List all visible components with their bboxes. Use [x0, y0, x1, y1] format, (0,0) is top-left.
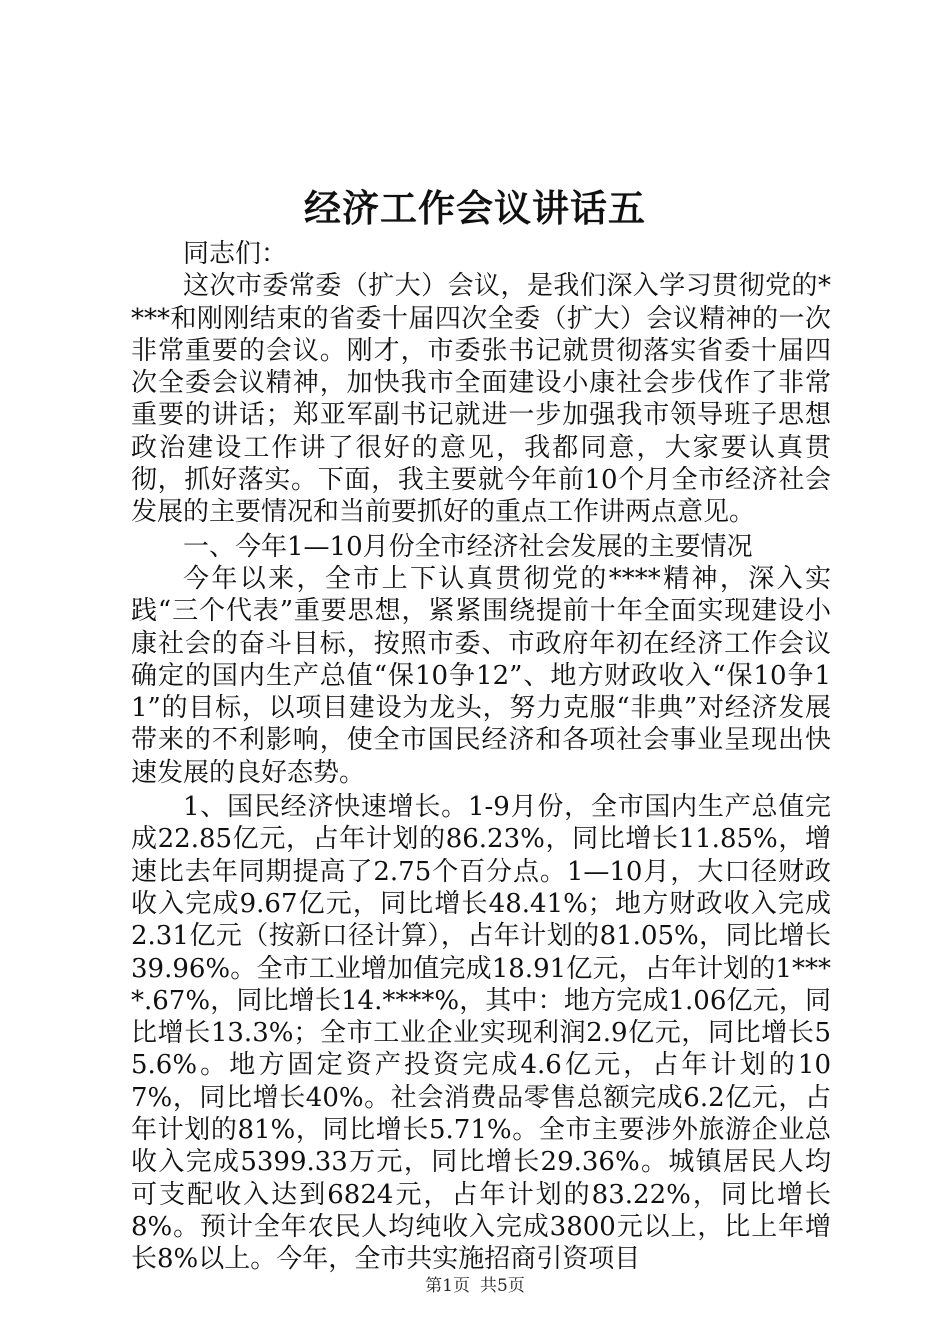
economy-paragraph: 1、国民经济快速增长。1-9月份，全市国内生产总值完成22.85亿元，占年计划的86.23%，同比增长11.85%，增速比去年同期提高了2.75个百分点。1—10月，大口径财政收入完成9.67亿元，同比增长48.41%；地方财政收入完成2.31亿元（按新口径计算），占年计划的81.05%，同比增长39.96%。全市工业增加值完成18.91亿元，占年计划的1****.67%，同比增长14.****%，其中：地方完成1.06亿元，同比增长13.3%；全市工业企业实现利润2.9亿元，同比增长55.6%。地方固定资产投资完成4.6亿元，占年计划的107%，同比增长40%。社会消费品零售总额完成6.2亿元，占年计划的81%，同比增长5.71%。全市主要涉外旅游企业总收入完成5399.33万元，同比增长29.36%。城镇居民人均可支配收入达到6824元，占年计划的83.22%，同比增长8%。预计全年农民人均纯收入完成3800元以上，比上年增长8%以上。今年，全市共实施招商引资项目	[131, 792, 831, 1275]
document-title: 经济工作会议讲话五	[304, 186, 646, 230]
overview-paragraph: 今年以来，全市上下认真贯彻党的****精神，深入实践“三个代表”重要思想，紧紧围绕提前十年全面实现建设小康社会的奋斗目标，按照市委、市政府年初在经济工作会议确定的国内生产总值“保10争12”、地方财政收入“保10争11”的目标，以项目建设为龙头，努力克服“非典”对经济发展带来的不利影响，使全市国民经济和各项社会事业呈现出快速发展的良好态势。	[131, 563, 831, 788]
intro-paragraph: 这次市委常委（扩大）会议，是我们深入学习贯彻党的****和刚刚结束的省委十届四次全委（扩大）会议精神的一次非常重要的会议。刚才，市委张书记就贯彻落实省委十届四次全委会议精神，加快我市全面建设小康社会步伐作了非常重要的讲话；郑亚军副书记就进一步加强我市领导班子思想政治建设工作讲了很好的意见，我都同意，大家要认真贯彻，抓好落实。下面，我主要就今年前10个月全市经济社会发展的主要情况和当前要抓好的重点工作讲两点意见。	[131, 271, 831, 528]
section-heading: 一、今年1—10月份全市经济社会发展的主要情况	[183, 531, 753, 562]
page-total: 共5页	[480, 1276, 525, 1296]
salutation-paragraph: 同志们：	[183, 239, 288, 269]
page-number: 第1页	[425, 1276, 470, 1296]
page-footer	[0, 1274, 950, 1298]
document-body	[131, 238, 831, 1276]
